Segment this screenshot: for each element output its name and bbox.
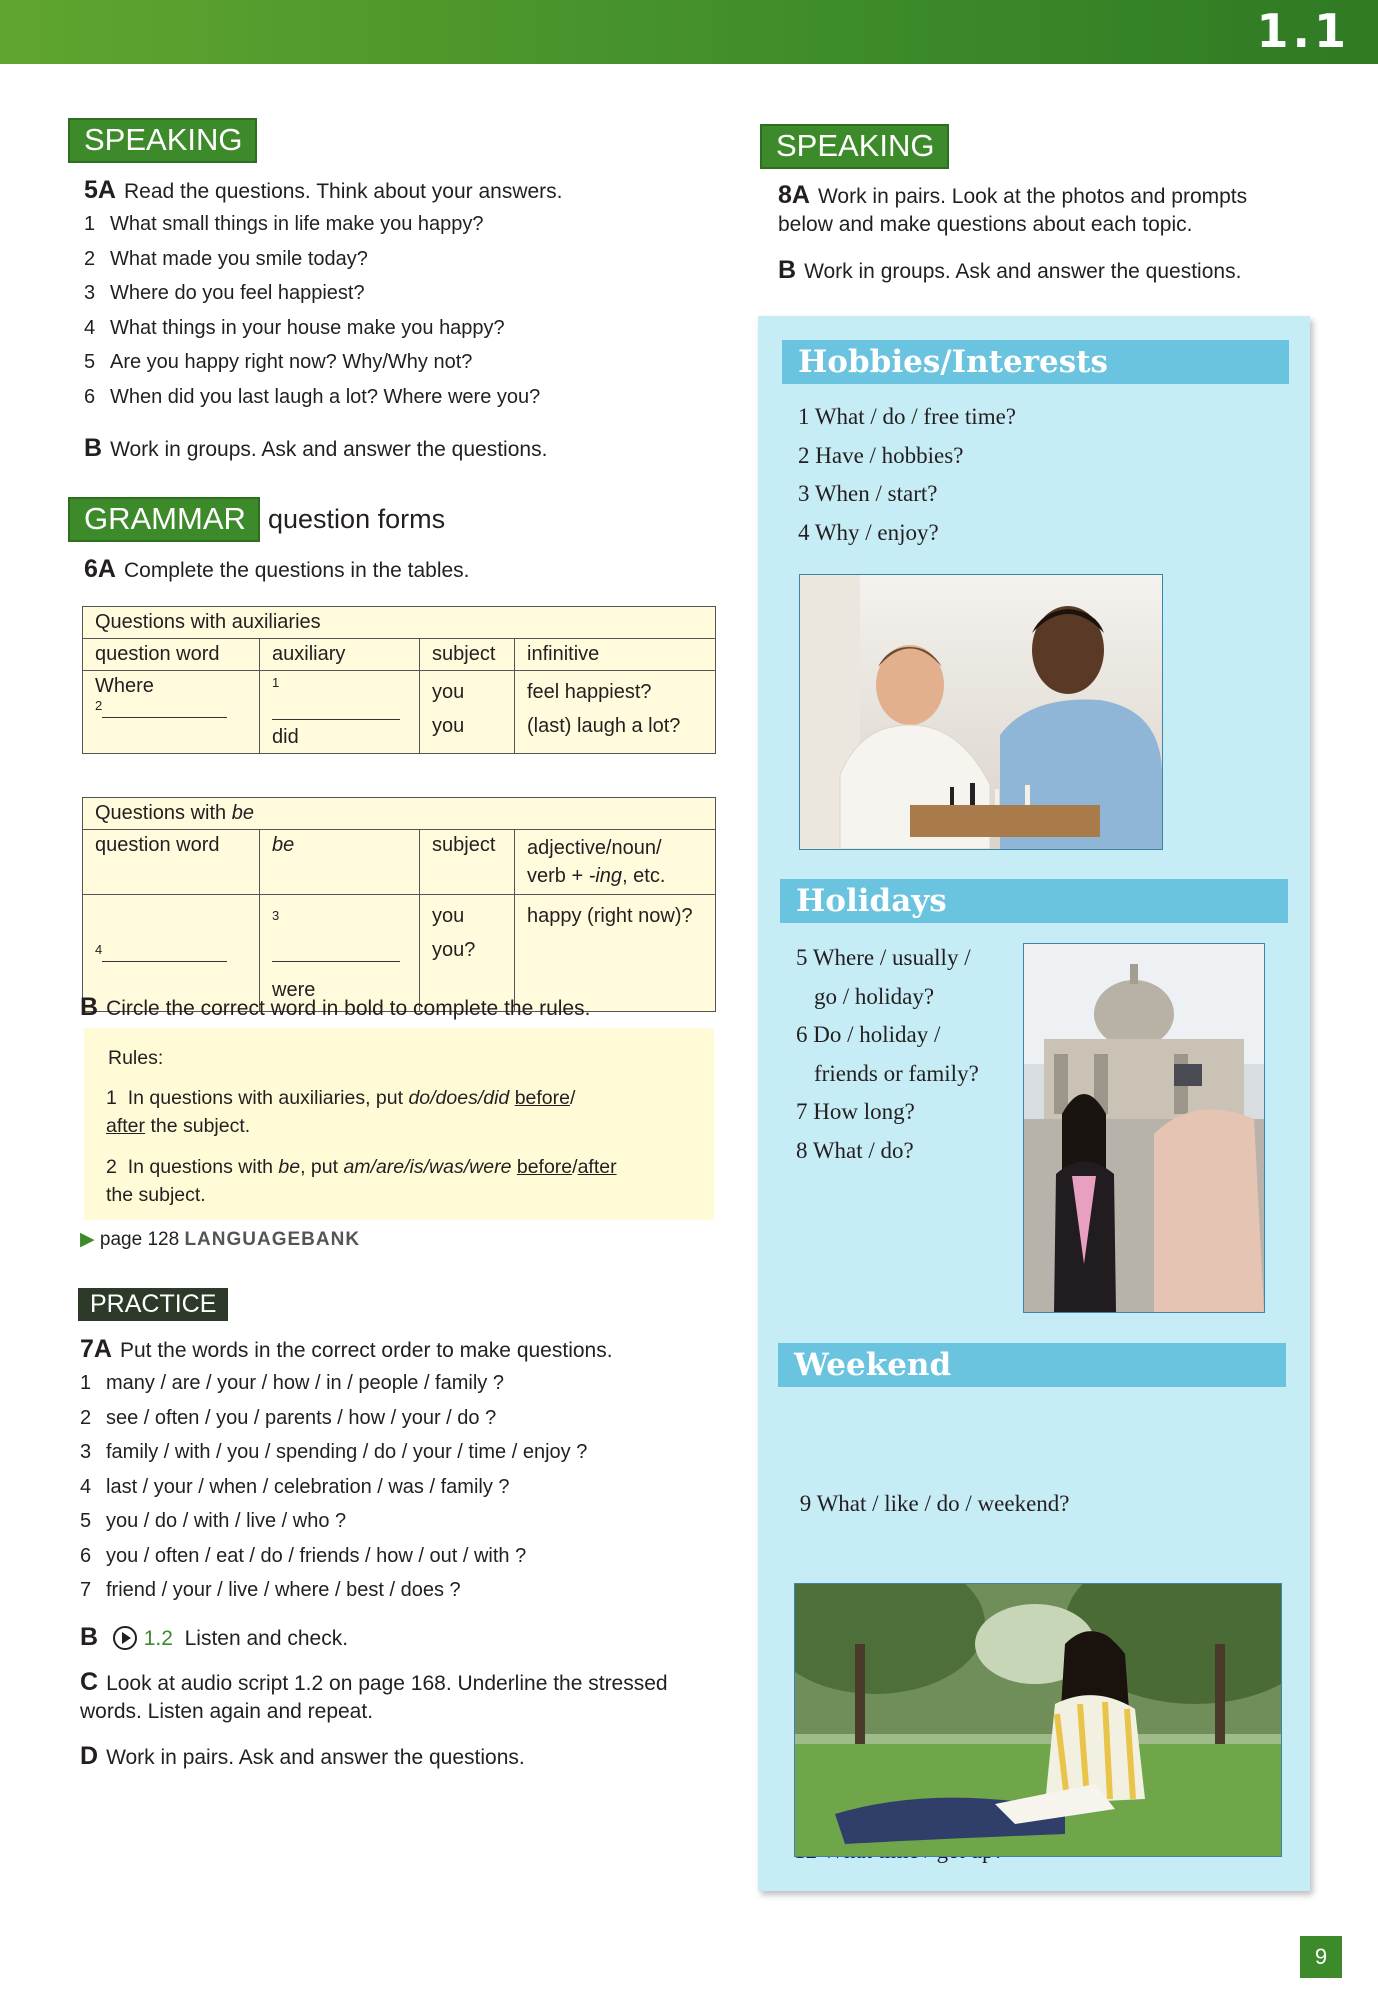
table-cell: feel happiest? <box>527 681 652 703</box>
rule-1: 1 In questions with auxiliaries, put do/does/did before/ after the subject. <box>106 1087 576 1137</box>
exercise-number: 8A <box>778 181 810 209</box>
hobbies-title: Hobbies/Interests <box>782 340 1289 384</box>
list-item: 6 Do / holiday / <box>796 1022 941 1047</box>
table-cell: you <box>432 905 465 927</box>
speaking-label: SPEAKING <box>68 118 257 163</box>
list-item: 4 Why / enjoy? <box>798 519 939 545</box>
exercise-number: 7A <box>80 1335 112 1363</box>
instruction: Circle the correct word in bold to complete the rules. <box>106 997 591 1020</box>
reading-in-park-photo <box>794 1583 1282 1857</box>
choice-word[interactable]: before <box>516 1156 573 1178</box>
list-item: 1 What small things in life make you happy? <box>84 213 484 235</box>
column-header: subject <box>420 830 515 895</box>
table-auxiliaries <box>82 606 716 754</box>
table-cell: (last) laugh a lot? <box>527 715 681 737</box>
exercise-number: 5A <box>84 176 116 204</box>
list-item: 2 What made you smile today? <box>84 247 368 270</box>
instruction: Work in groups. Ask and answer the questions. <box>804 260 1242 283</box>
question-list-5 <box>84 207 540 414</box>
list-item: 1 What / do / free time? <box>798 404 1016 429</box>
table-cell: happy (right now)? <box>527 905 693 927</box>
grammar-topic: question forms <box>268 504 446 534</box>
list-item: 6 When did you last laugh a lot? Where were you? <box>84 385 541 408</box>
column-header: adjective/noun/ verb + -ing, etc. <box>515 830 716 895</box>
column-header: subject <box>420 639 515 671</box>
instruction: Complete the questions in the tables. <box>123 559 470 582</box>
blank-number: 3 <box>272 908 280 923</box>
list-item: 4 What things in your house make you happy? <box>84 316 505 339</box>
list-item: 2 Have / hobbies? <box>798 442 964 468</box>
answer-blank[interactable] <box>102 943 227 962</box>
table-row <box>83 671 716 749</box>
exercise-letter: B <box>80 1623 99 1651</box>
list-item: 7 friend / your / live / where / best / does ? <box>80 1579 461 1601</box>
exercise-letter: D <box>80 1742 99 1770</box>
list-item: 2 see / often / you / parents / how / your / do ? <box>80 1406 497 1429</box>
exercise-8a <box>778 181 1298 239</box>
list-item: 9 What / like / do / weekend? <box>794 1491 1070 1516</box>
choice-word[interactable]: after <box>577 1156 617 1178</box>
exercise-letter: B <box>84 434 103 462</box>
instruction: Work in pairs. Look at the photos and prompts below and make questions about each topic. <box>778 185 1248 236</box>
exercise-7c <box>80 1668 720 1726</box>
answer-blank[interactable] <box>102 699 227 718</box>
exercise-7b <box>80 1623 348 1653</box>
answer-blank[interactable] <box>272 701 400 720</box>
exercise-7a <box>80 1335 613 1365</box>
exercise-5a <box>84 176 563 206</box>
exercise-6b <box>80 993 590 1023</box>
list-item: 5 Where / usually / <box>796 945 971 970</box>
rules-title: Rules: <box>108 1047 164 1069</box>
weekend-title: Weekend <box>778 1343 1286 1387</box>
table-cell: you <box>432 715 465 737</box>
table-header-row <box>83 639 716 671</box>
list-item: 3 When / start? <box>798 481 938 506</box>
instruction: Work in pairs. Ask and answer the questions. <box>106 1746 525 1769</box>
exercise-letter: C <box>80 1668 99 1696</box>
instruction: Listen and check. <box>184 1627 349 1650</box>
choice-word[interactable]: before <box>514 1087 570 1109</box>
rules-box <box>84 1028 714 1220</box>
list-item: 5 you / do / with / live / who ? <box>80 1510 347 1532</box>
table-cell: Where <box>95 675 154 697</box>
table-cell: were <box>272 978 316 1001</box>
audio-track-number: 1.2 <box>143 1627 173 1650</box>
instruction: Read the questions. Think about your answers. <box>123 180 563 203</box>
exercise-8b <box>778 256 1241 286</box>
list-item: 3 Where do you feel happiest? <box>84 282 365 304</box>
top-banner <box>0 0 1378 64</box>
unit-number: 1.1 <box>1256 4 1350 58</box>
word-order-list <box>80 1366 587 1608</box>
column-header: auxiliary <box>260 639 420 671</box>
language-bank-link[interactable]: ▶ page 128 LANGUAGEBANK <box>80 1229 361 1250</box>
answer-blank[interactable] <box>272 943 400 962</box>
instruction: Look at audio script 1.2 on page 168. Underline the stressed words. Listen again and repeat. <box>80 1672 668 1723</box>
exercise-6a <box>84 555 470 585</box>
grammar-label: GRAMMAR <box>68 497 260 542</box>
speaking-label-right: SPEAKING <box>760 124 949 169</box>
list-item: 7 How long? <box>796 1099 915 1124</box>
hobbies-prompts <box>798 398 1016 552</box>
list-item: go / holiday? <box>814 983 935 1009</box>
list-item: 6 you / often / eat / do / friends / how / out / with ? <box>80 1544 527 1567</box>
instruction: Work in groups. Ask and answer the questions. <box>110 438 548 461</box>
holidays-prompts <box>796 939 979 1170</box>
column-header: infinitive <box>515 639 716 671</box>
practice-label: PRACTICE <box>78 1288 228 1321</box>
rule-2: 2 In questions with be, put am/are/is/was/were before/after the subject. <box>106 1156 617 1206</box>
column-header: question word <box>83 639 260 671</box>
exercise-letter: B <box>778 256 797 284</box>
exercise-7d <box>80 1742 525 1772</box>
chess-players-photo <box>799 574 1163 850</box>
column-header: question word <box>83 830 260 895</box>
tourist-photo <box>1023 943 1265 1313</box>
list-item: friends or family? <box>814 1060 979 1086</box>
audio-play-icon[interactable] <box>112 1625 138 1651</box>
blank-number: 2 <box>95 698 103 713</box>
choice-word[interactable]: after <box>106 1115 146 1137</box>
exercise-5b <box>84 434 547 464</box>
list-item: 3 family / with / you / spending / do / your / time / enjoy ? <box>80 1441 588 1463</box>
column-header: be <box>260 830 420 895</box>
blank-number: 1 <box>272 675 280 690</box>
table-cell: you <box>432 681 465 703</box>
list-item: 1 many / are / your / how / in / people / family ? <box>80 1372 504 1394</box>
exercise-number: 6A <box>84 555 116 583</box>
table-title: Questions with auxiliaries <box>83 607 716 639</box>
blank-number: 4 <box>95 942 103 957</box>
table-header-row <box>83 830 716 895</box>
list-item: 4 last / your / when / celebration / was / family ? <box>80 1475 510 1498</box>
arrow-icon: ▶ <box>80 1229 95 1250</box>
list-item: 8 What / do? <box>796 1137 914 1163</box>
table-cell: did <box>272 725 299 748</box>
instruction: Put the words in the correct order to make questions. <box>119 1339 613 1362</box>
table-be <box>82 797 716 1012</box>
holidays-title: Holidays <box>780 879 1288 923</box>
list-item: 5 Are you happy right now? Why/Why not? <box>84 351 473 373</box>
page-number: 9 <box>1300 1936 1342 1978</box>
exercise-letter: B <box>80 993 99 1021</box>
table-cell: you? <box>432 939 476 961</box>
table-title: Questions with be <box>83 798 716 830</box>
